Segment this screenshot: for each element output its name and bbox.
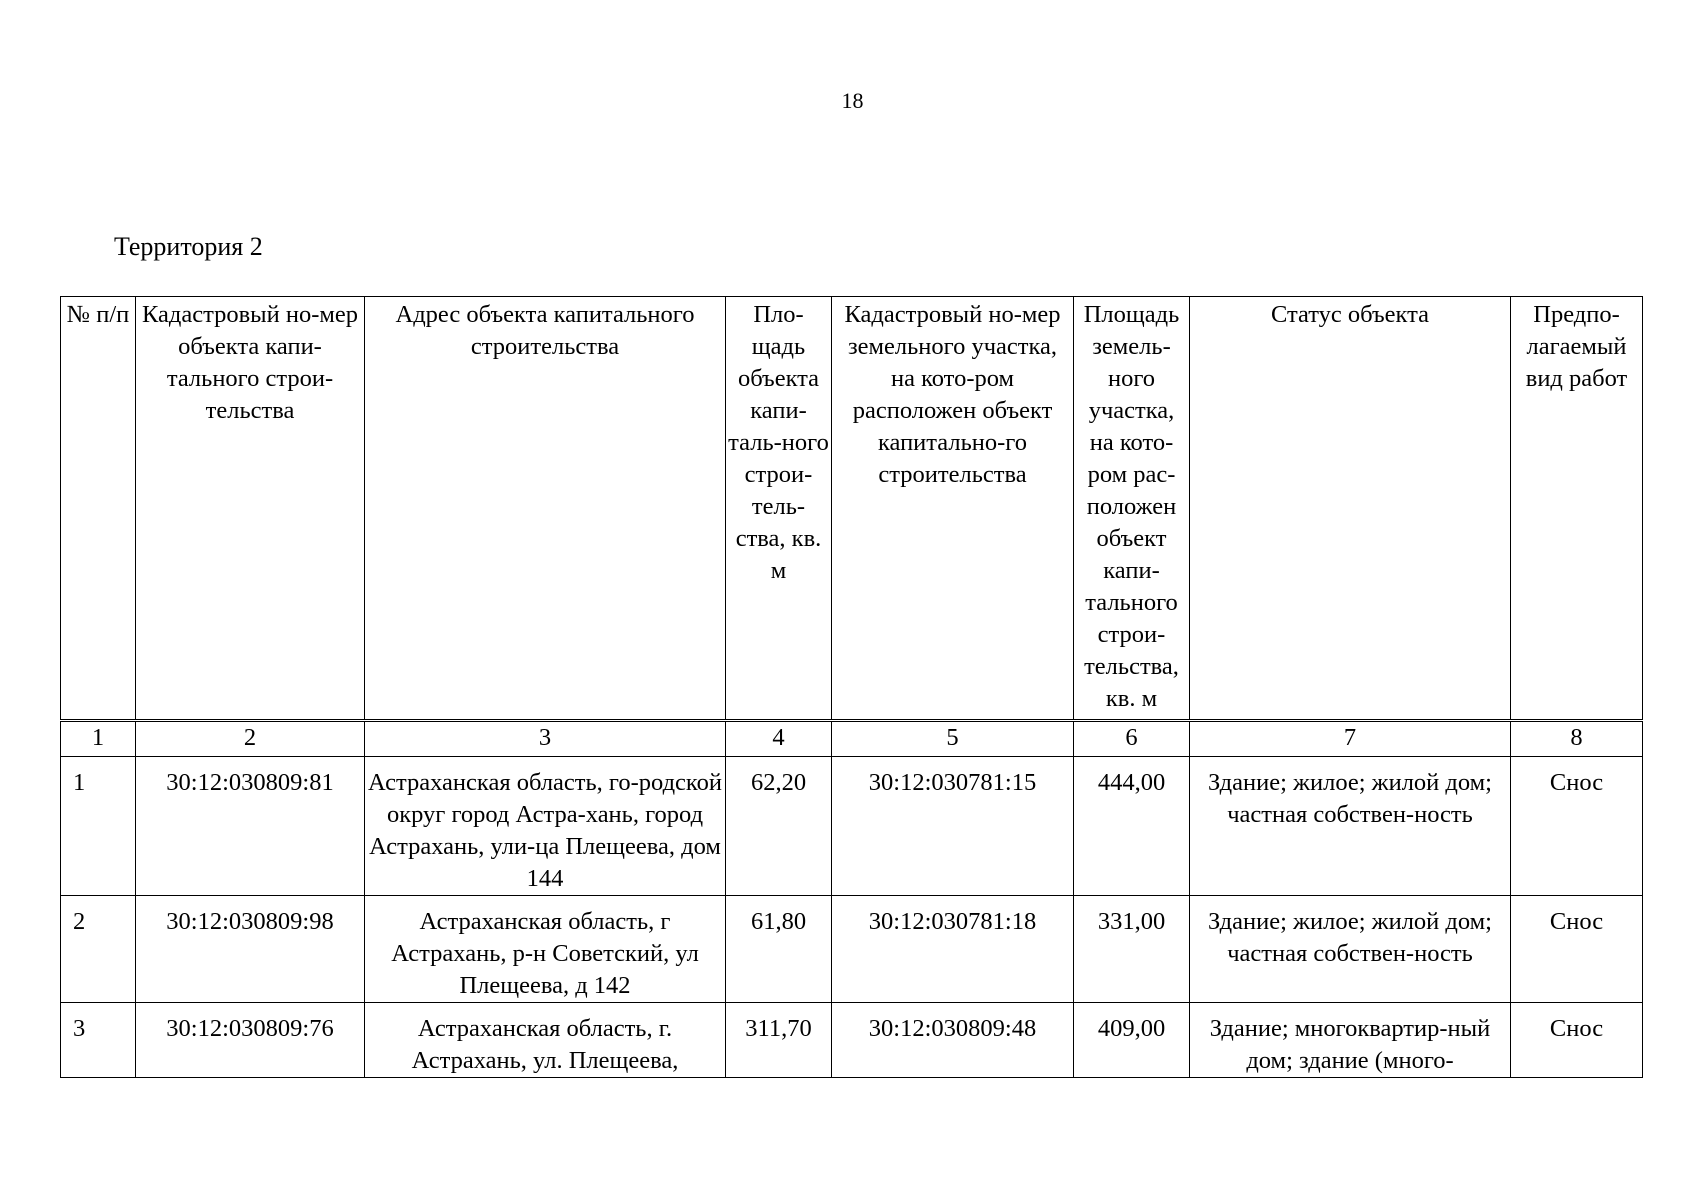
work-type-cell: Снос — [1511, 1003, 1643, 1078]
cadastral-number-cell: 30:12:030809:81 — [136, 757, 365, 896]
object-area-cell: 61,80 — [726, 896, 832, 1003]
header-land-area: Площадь земель-ного участка, на кото-ром рас-положен объект капи-тального строи-тельства, кв. м — [1074, 297, 1190, 721]
header-status: Статус объекта — [1190, 297, 1511, 721]
object-area-cell: 311,70 — [726, 1003, 832, 1078]
address-cell: Астраханская область, г. Астрахань, ул. Плещеева, — [365, 1003, 726, 1078]
column-number: 7 — [1190, 721, 1511, 757]
column-number: 1 — [61, 721, 136, 757]
address-cell: Астраханская область, г Астрахань, р-н Советский, ул Плещеева, д 142 — [365, 896, 726, 1003]
column-number: 3 — [365, 721, 726, 757]
status-cell: Здание; жилое; жилой дом; частная собствен-ность — [1190, 896, 1511, 1003]
cadastral-number-cell: 30:12:030809:76 — [136, 1003, 365, 1078]
column-number: 2 — [136, 721, 365, 757]
land-cadastral-number-cell: 30:12:030781:15 — [832, 757, 1074, 896]
land-cadastral-number-cell: 30:12:030781:18 — [832, 896, 1074, 1003]
row-index: 2 — [61, 896, 136, 1003]
territory-heading: Территория 2 — [114, 232, 263, 261]
work-type-cell: Снос — [1511, 757, 1643, 896]
land-area-cell: 331,00 — [1074, 896, 1190, 1003]
column-number: 4 — [726, 721, 832, 757]
status-cell: Здание; жилое; жилой дом; частная собствен-ность — [1190, 757, 1511, 896]
row-index: 3 — [61, 1003, 136, 1078]
land-cadastral-number-cell: 30:12:030809:48 — [832, 1003, 1074, 1078]
land-area-cell: 444,00 — [1074, 757, 1190, 896]
header-land-cadastral-number: Кадастровый но-мер земельного участка, на кото-ром расположен объект капитально-го строительства — [832, 297, 1074, 721]
header-address: Адрес объекта капитального строительства — [365, 297, 726, 721]
table-row — [61, 1003, 1643, 1078]
land-area-cell: 409,00 — [1074, 1003, 1190, 1078]
address-cell: Астраханская область, го-родской округ город Астра-хань, город Астрахань, ули-ца Плещеева, дом 144 — [365, 757, 726, 896]
column-number: 8 — [1511, 721, 1643, 757]
row-index: 1 — [61, 757, 136, 896]
column-number: 5 — [832, 721, 1074, 757]
header-index: № п/п — [61, 297, 136, 721]
column-number-row — [61, 721, 1643, 757]
object-area-cell: 62,20 — [726, 757, 832, 896]
cadastral-number-cell: 30:12:030809:98 — [136, 896, 365, 1003]
header-cadastral-number: Кадастровый но-мер объекта капи-тального строи-тельства — [136, 297, 365, 721]
page-number: 18 — [841, 88, 864, 113]
column-number: 6 — [1074, 721, 1190, 757]
status-cell: Здание; многоквартир-ный дом; здание (много- — [1190, 1003, 1511, 1078]
table-header-row — [61, 297, 1643, 721]
table-row — [61, 896, 1643, 1003]
header-work-type: Предпо-лагаемый вид работ — [1511, 297, 1643, 721]
objects-table — [60, 296, 1643, 1078]
table-row — [61, 757, 1643, 896]
header-object-area: Пло-щадь объекта капи-таль-ного строи-тель-ства, кв. м — [726, 297, 832, 721]
work-type-cell: Снос — [1511, 896, 1643, 1003]
